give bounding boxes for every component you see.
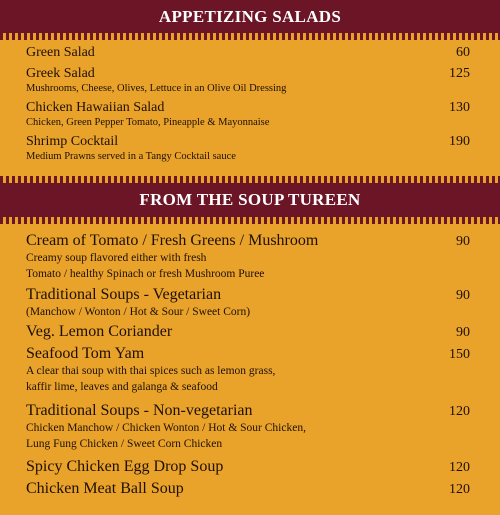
item-description: (Manchow / Wonton / Hot & Sour / Sweet Corn) <box>26 306 251 318</box>
item-price: 60 <box>456 45 470 60</box>
menu-item-seafood-tom-yam <box>26 345 470 395</box>
salads-section-title: APPETIZING SALADS <box>158 7 342 26</box>
item-name: Traditional Soups - Non-vegetarian <box>26 402 253 419</box>
menu-item-greek-salad <box>26 66 470 95</box>
item-price: 90 <box>456 288 470 303</box>
item-name: Seafood Tom Yam <box>26 345 145 362</box>
item-price: 120 <box>449 460 470 475</box>
menu-item-chicken-hawaiian-salad <box>26 100 470 129</box>
salads-header-border <box>0 33 500 40</box>
menu-item-veg-lemon-coriander <box>26 323 470 341</box>
item-name: Chicken Hawaiian Salad <box>26 100 165 115</box>
item-price: 130 <box>449 100 470 115</box>
item-name: Shrimp Cocktail <box>26 134 119 149</box>
menu-item-cream-soups <box>26 232 470 282</box>
menu-item-green-salad <box>26 45 470 61</box>
menu-item-traditional-nonveg-soups <box>26 402 470 452</box>
item-name: Chicken Meat Ball Soup <box>26 480 184 497</box>
item-description: Medium Prawns served in a Tangy Cocktail sauce <box>26 151 236 162</box>
item-price: 90 <box>456 234 470 249</box>
soup-header-border-top <box>0 176 500 183</box>
soup-header-border-bottom <box>0 217 500 224</box>
menu-item-spicy-chicken-egg-drop-soup <box>26 458 470 476</box>
item-price: 120 <box>449 482 470 497</box>
item-description: Chicken, Green Pepper Tomato, Pineapple & Mayonnaise <box>26 117 270 128</box>
item-description: Chicken Manchow / Chicken Wonton / Hot & Sour Chicken, Lung Fung Chicken / Sweet Corn Chicken <box>26 422 306 450</box>
item-name: Green Salad <box>26 45 95 60</box>
item-name: Spicy Chicken Egg Drop Soup <box>26 458 224 475</box>
item-description: Mushrooms, Cheese, Olives, Lettuce in an Olive Oil Dressing <box>26 83 287 94</box>
item-name: Traditional Soups - Vegetarian <box>26 286 222 303</box>
item-price: 150 <box>449 347 470 362</box>
menu-item-shrimp-cocktail <box>26 134 470 163</box>
menu-item-chicken-meat-ball-soup <box>26 480 470 498</box>
item-price: 125 <box>449 66 470 81</box>
item-name: Greek Salad <box>26 66 95 81</box>
item-description: A clear thai soup with thai spices such as lemon grass, kaffir lime, leaves and galanga & seafood <box>26 365 276 393</box>
item-price: 90 <box>456 325 470 340</box>
soup-section-title: FROM THE SOUP TUREEN <box>139 190 361 209</box>
salads-header-band <box>0 0 500 33</box>
item-name: Cream of Tomato / Fresh Greens / Mushroom <box>26 232 319 249</box>
item-name: Veg. Lemon Coriander <box>26 323 173 340</box>
soup-header-band <box>0 183 500 217</box>
item-description: Creamy soup flavored either with fresh Tomato / healthy Spinach or fresh Mushroom Puree <box>26 252 265 280</box>
item-price: 120 <box>449 404 470 419</box>
menu-item-traditional-veg-soups <box>26 286 470 320</box>
item-price: 190 <box>449 134 470 149</box>
